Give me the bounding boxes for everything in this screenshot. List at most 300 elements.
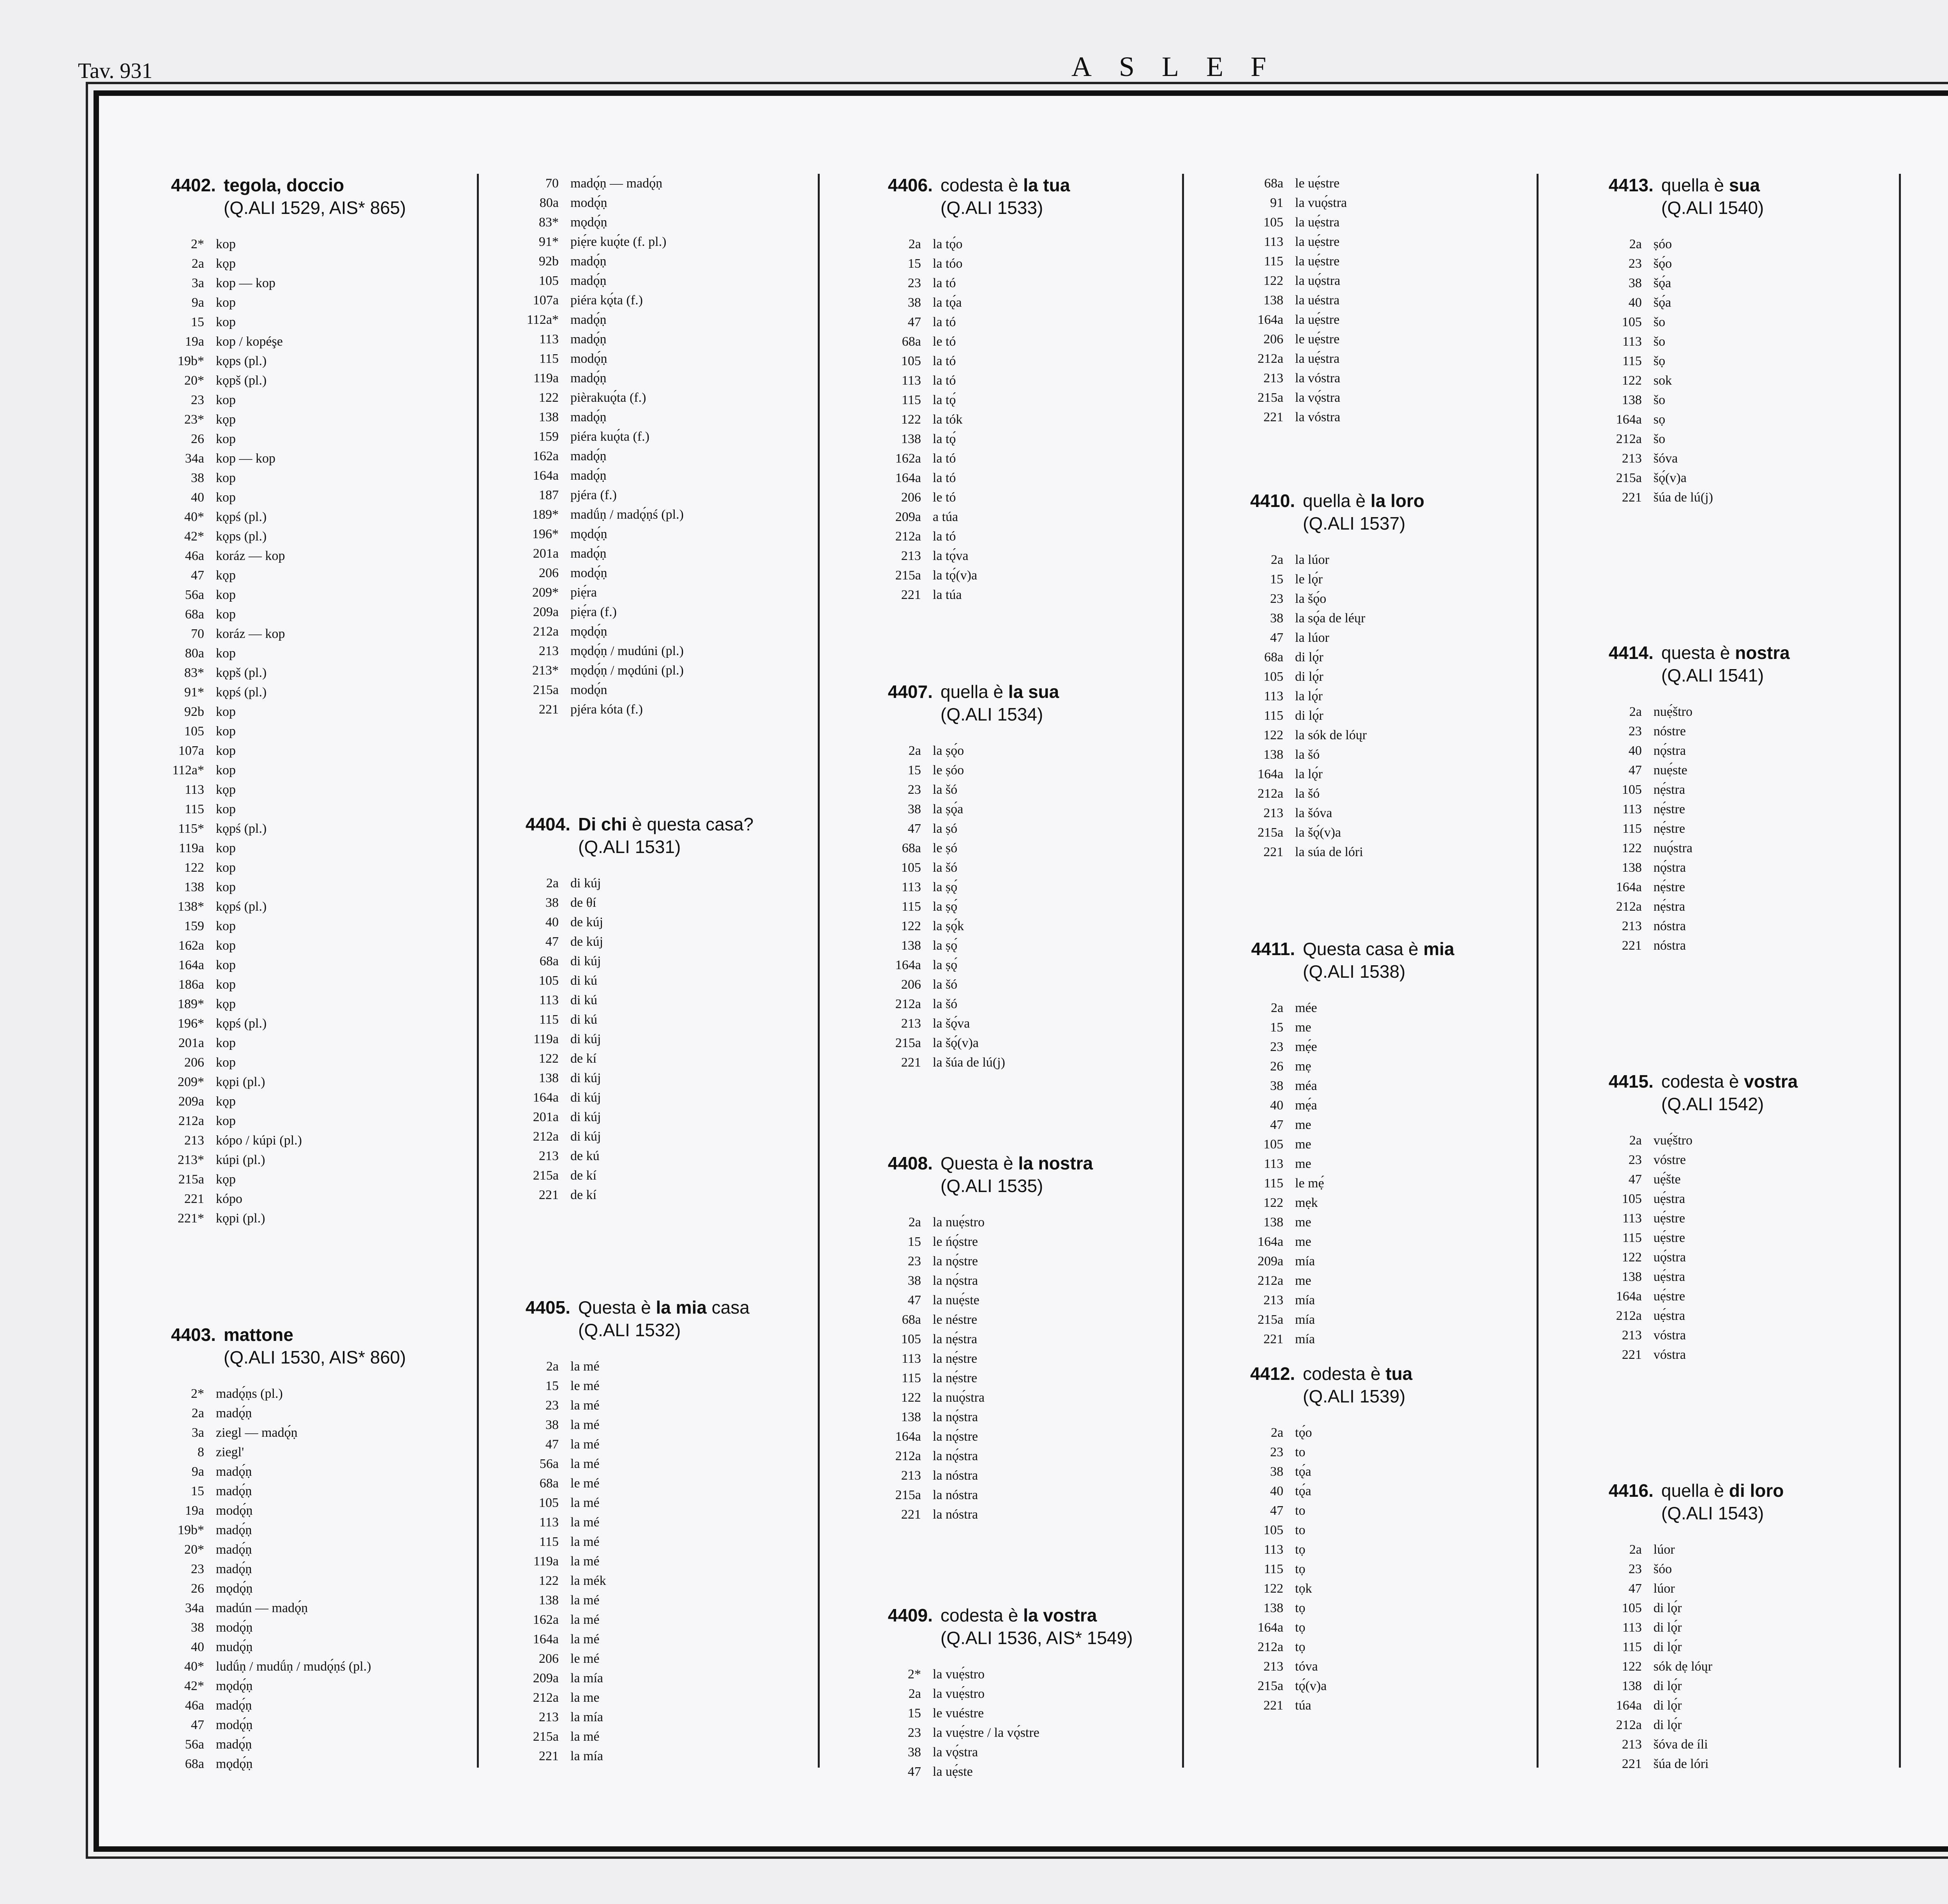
entry-heading	[1595, 174, 1946, 219]
table-row	[1237, 232, 1587, 252]
table-row	[157, 1696, 508, 1715]
dialect-form: to	[1295, 1523, 1306, 1537]
dialect-form: kǫp	[216, 256, 236, 271]
dialect-form: le néstre	[933, 1312, 978, 1327]
dialect-form: la uẹ́stra	[1295, 351, 1340, 366]
survey-point: 212a	[533, 1129, 559, 1144]
survey-point: 105	[1622, 1192, 1642, 1206]
survey-point: 212a	[533, 624, 559, 639]
entry-reference: (Q.ALI 1532)	[578, 1320, 681, 1340]
table-row	[874, 956, 1225, 975]
dialect-form: la tó	[933, 354, 956, 368]
table-row	[1595, 1637, 1946, 1657]
dialect-form: madún — madǫ́ṇ	[216, 1601, 308, 1615]
dialect-form: uẹ́stra	[1653, 1309, 1685, 1323]
table-row	[1595, 780, 1946, 800]
survey-point: 105	[901, 354, 921, 368]
survey-point: 212a	[1257, 1640, 1283, 1654]
survey-point: 105	[539, 1496, 559, 1510]
dialect-form: la tó	[933, 451, 956, 466]
dialect-form: mǫdǫ́ṇ / mǫdúni (pl.)	[570, 663, 684, 678]
survey-point: 215a	[1257, 1312, 1283, 1327]
survey-point: 215a	[533, 1168, 559, 1183]
table-row	[157, 332, 508, 351]
entry-title-text: quella è	[1661, 1480, 1729, 1501]
survey-point: 38	[191, 1620, 204, 1635]
survey-point: 38	[908, 802, 921, 816]
entry-heading	[1595, 1070, 1946, 1115]
entry-keyword: la loro	[1370, 491, 1424, 511]
table-row	[874, 1213, 1225, 1232]
table-row	[157, 1423, 508, 1443]
survey-point: 115	[539, 1012, 559, 1027]
entry-section	[512, 1296, 863, 1766]
dialect-form: la ṣǫ́k	[933, 919, 964, 933]
table-row	[1237, 1291, 1587, 1310]
survey-point: 46a	[185, 549, 204, 563]
dialect-form: di lǫ́r	[1653, 1679, 1682, 1693]
table-row	[874, 1053, 1225, 1072]
dialect-form: šọ	[1653, 354, 1666, 368]
survey-point: 68a	[185, 607, 204, 622]
dialect-form: madǫ́ṇs (pl.)	[216, 1386, 283, 1401]
table-row	[1595, 702, 1946, 722]
table-row	[1237, 1618, 1587, 1637]
survey-point: 122	[901, 919, 921, 933]
dialect-form: la uẹ́stre	[1295, 254, 1340, 268]
table-row	[1237, 842, 1587, 862]
table-row	[1237, 589, 1587, 609]
dialect-form: kop	[216, 705, 236, 719]
survey-point: 105	[1622, 782, 1642, 797]
entry-reference: (Q.ALI 1529, AIS* 865)	[224, 198, 406, 218]
table-row	[1595, 819, 1946, 839]
table-row	[874, 254, 1225, 274]
survey-point: 213	[184, 1133, 204, 1148]
table-row	[1237, 1560, 1587, 1579]
table-row	[1237, 1696, 1587, 1715]
table-row	[874, 858, 1225, 878]
survey-point: 213	[539, 1149, 559, 1163]
dialect-form: nẹ́stre	[1653, 802, 1685, 816]
survey-point: 138	[1622, 393, 1642, 407]
survey-point: 221	[539, 1749, 559, 1763]
dialect-form: kǫpš (pl.)	[216, 666, 267, 680]
survey-point: 162a	[895, 451, 921, 466]
survey-point: 115	[1622, 1640, 1642, 1654]
dialect-form: kǫpś (pl.)	[216, 899, 267, 914]
survey-point: 40	[1629, 295, 1642, 310]
table-row	[1237, 1310, 1587, 1330]
survey-point: 15	[191, 315, 204, 329]
entry-rows	[874, 235, 1225, 605]
entry-reference: (Q.ALI 1531)	[578, 837, 681, 857]
table-row	[1237, 1598, 1587, 1618]
survey-point: 113	[1622, 1620, 1642, 1635]
entry-reference: (Q.ALI 1540)	[1661, 198, 1764, 218]
dialect-form: kop	[216, 880, 236, 894]
table-row	[157, 1189, 508, 1209]
table-row	[874, 897, 1225, 917]
survey-point: 113	[539, 1515, 559, 1530]
dialect-form: la nuǫ́stra	[933, 1390, 985, 1405]
table-row	[1237, 252, 1587, 271]
survey-point: 213	[901, 1016, 921, 1031]
survey-point: 122	[1622, 1250, 1642, 1265]
survey-point: 122	[1622, 1659, 1642, 1674]
survey-point: 215a	[533, 683, 559, 697]
table-row	[512, 1010, 863, 1030]
dialect-form: uẹ́stre	[1653, 1231, 1685, 1245]
survey-point: 113	[1622, 802, 1642, 816]
survey-point: 115	[1264, 254, 1283, 268]
dialect-form: la nǫ́stre	[933, 1429, 978, 1444]
dialect-form: uẹ́stra	[1653, 1270, 1685, 1284]
survey-point: 105	[1263, 669, 1283, 684]
table-row	[1237, 1271, 1587, 1291]
table-row	[512, 1435, 863, 1454]
survey-point: 47	[908, 821, 921, 836]
table-sheet	[99, 96, 1948, 1846]
survey-point: 209a	[533, 605, 559, 619]
dialect-form: šǫ́a	[1653, 295, 1671, 310]
dialect-form: la mé	[570, 1437, 600, 1452]
survey-point: 119a	[179, 841, 204, 855]
survey-point: 221	[901, 588, 921, 602]
table-row	[874, 488, 1225, 507]
table-row	[512, 174, 863, 193]
table-row	[512, 1088, 863, 1107]
survey-point: 138*	[178, 899, 204, 914]
survey-point: 56a	[539, 1457, 559, 1471]
survey-point: 164a	[1257, 1235, 1283, 1249]
dialect-form: kópo	[216, 1192, 242, 1206]
survey-point: 209a	[1257, 1254, 1283, 1268]
table-row	[1237, 1115, 1587, 1135]
dialect-form: la mé	[570, 1515, 600, 1530]
entry-heading	[874, 1604, 1225, 1649]
table-row	[157, 936, 508, 956]
survey-point: 9a	[191, 295, 204, 310]
survey-point: 47	[545, 1437, 559, 1452]
survey-point: 164a	[1616, 880, 1642, 894]
dialect-form: la nóstra	[933, 1468, 978, 1483]
dialect-form: ludǘṇ / mudǘṇ / mudǫ́ṇś (pl.)	[216, 1659, 371, 1674]
dialect-form: la uéstra	[1295, 293, 1340, 307]
survey-point: 38	[545, 1418, 559, 1432]
entry-title	[1661, 641, 1946, 687]
dialect-form: la nǫ́stra	[933, 1410, 978, 1424]
table-row	[512, 1454, 863, 1474]
table-row	[1595, 741, 1946, 761]
survey-point: 38	[1270, 611, 1283, 625]
table-row	[1237, 330, 1587, 349]
table-row	[512, 271, 863, 291]
dialect-form: tọ	[1295, 1542, 1306, 1557]
survey-point: 38	[545, 895, 559, 910]
entry-keyword: vostra	[1744, 1071, 1798, 1092]
table-row	[1237, 998, 1587, 1018]
dialect-form: madǫ́ṇ	[570, 449, 607, 463]
table-row	[512, 1376, 863, 1396]
table-row	[157, 293, 508, 313]
dialect-form: mía	[1295, 1332, 1315, 1346]
survey-point: 221	[901, 1055, 921, 1070]
dialect-form: vuẹ́štro	[1653, 1133, 1693, 1148]
entry-section	[874, 1152, 1225, 1524]
dialect-form: kǫps (pl.)	[216, 529, 267, 544]
entry-title-text: Questa casa è	[1303, 939, 1424, 959]
entry-title	[224, 1323, 508, 1369]
survey-point: 113	[1264, 235, 1283, 249]
survey-point: 92b	[539, 254, 559, 268]
table-row	[157, 1521, 508, 1540]
survey-point: 105	[1622, 1601, 1642, 1615]
survey-point: 138	[1622, 1679, 1642, 1693]
table-row	[512, 1069, 863, 1088]
dialect-form: la vóstra	[1295, 410, 1341, 424]
dialect-form: di lǫ́r	[1653, 1601, 1682, 1615]
dialect-form: la súa de lóri	[1295, 845, 1363, 859]
entry-keyword: mattone	[224, 1325, 293, 1345]
survey-point: 26	[191, 432, 204, 446]
table-row	[874, 1466, 1225, 1485]
survey-point: 15	[191, 1484, 204, 1498]
survey-point: 138	[1263, 747, 1283, 762]
table-row	[512, 1610, 863, 1630]
table-row	[1237, 1423, 1587, 1443]
table-row	[512, 893, 863, 913]
dialect-form: méa	[1295, 1079, 1317, 1093]
survey-point: 23	[191, 1562, 204, 1576]
survey-point: 23	[1270, 1040, 1283, 1054]
table-row	[512, 232, 863, 252]
dialect-form: la vuẹ́stro	[933, 1687, 985, 1701]
survey-point: 3a	[191, 1425, 204, 1440]
survey-point: 92b	[184, 705, 204, 719]
survey-point: 83*	[539, 215, 559, 230]
entry-heading	[1237, 938, 1587, 983]
entry-reference: (Q.ALI 1537)	[1303, 513, 1406, 533]
table-row	[157, 527, 508, 546]
dialect-form: le ṣó	[933, 841, 958, 855]
survey-point: 215a	[895, 1036, 921, 1050]
entry-section	[874, 680, 1225, 1072]
dialect-form: madǫ́ṇ	[216, 1464, 252, 1479]
dialect-form: di lǫ́r	[1653, 1640, 1682, 1654]
survey-point: 138	[539, 410, 559, 424]
survey-point: 80a	[185, 646, 204, 661]
table-row	[874, 566, 1225, 585]
survey-point: 221	[1263, 845, 1283, 859]
survey-point: 105	[1622, 315, 1642, 329]
table-row	[512, 1727, 863, 1747]
dialect-form: ziegl — madǫ́ṇ	[216, 1425, 298, 1440]
entry-keyword: la mia	[656, 1297, 707, 1318]
table-row	[874, 741, 1225, 761]
table-row	[512, 563, 863, 583]
dialect-form: la mé	[570, 1554, 600, 1568]
table-row	[157, 410, 508, 429]
table-row	[512, 1127, 863, 1146]
table-row	[157, 741, 508, 761]
dialect-form: le vuéstre	[933, 1706, 984, 1720]
survey-point: 15	[908, 1706, 921, 1720]
dialect-form: vóstra	[1653, 1328, 1686, 1342]
dialect-form: la tó	[933, 315, 956, 329]
table-row	[874, 1252, 1225, 1271]
survey-point: 115	[1622, 1231, 1642, 1245]
table-row	[157, 683, 508, 702]
survey-point: 47	[1629, 1581, 1642, 1596]
table-row	[512, 486, 863, 505]
table-row	[1237, 1540, 1587, 1560]
survey-point: 105	[539, 973, 559, 988]
survey-point: 212a	[895, 1449, 921, 1463]
table-row	[157, 1735, 508, 1754]
dialect-form: kop	[216, 607, 236, 622]
table-row	[157, 1501, 508, 1521]
dialect-form: kǫpi (pl.)	[216, 1211, 265, 1226]
table-row	[1595, 878, 1946, 897]
table-row	[512, 583, 863, 602]
entry-keyword: la nostra	[1018, 1153, 1093, 1173]
dialect-form: de kí	[570, 1051, 597, 1066]
survey-point: 164a	[895, 958, 921, 972]
table-row	[1237, 349, 1587, 369]
entry-title	[1661, 1070, 1946, 1115]
table-row	[157, 546, 508, 566]
table-row	[1595, 1676, 1946, 1696]
survey-point: 105	[901, 860, 921, 875]
entry-title	[1303, 489, 1587, 535]
survey-point: 68a	[1264, 176, 1283, 191]
survey-point: 2a	[546, 1359, 559, 1374]
table-row	[157, 1598, 508, 1618]
survey-point: 23	[908, 276, 921, 290]
survey-point: 56a	[185, 1737, 204, 1752]
entry-number: 4405.	[525, 1297, 570, 1318]
survey-point: 215a	[895, 1488, 921, 1502]
table-row	[874, 1033, 1225, 1053]
dialect-form: la tǫ́a	[933, 295, 962, 310]
dialect-form: mẹ́e	[1295, 1040, 1317, 1054]
table-row	[157, 1676, 508, 1696]
dialect-form: me	[1295, 1235, 1311, 1249]
survey-point: 23	[1629, 1153, 1642, 1167]
dialect-form: tọk	[1295, 1581, 1312, 1596]
entry-title	[1303, 938, 1587, 983]
survey-point: 213	[539, 644, 559, 658]
table-row	[1237, 648, 1587, 667]
survey-point: 213*	[532, 663, 559, 678]
survey-point: 215a	[1257, 1679, 1283, 1693]
survey-point: 213	[1622, 919, 1642, 933]
table-row	[1595, 235, 1946, 254]
survey-point: 162a	[178, 938, 204, 953]
dialect-form: kǫp	[216, 568, 236, 583]
survey-point: 23*	[184, 412, 204, 427]
survey-point: 113	[1264, 1157, 1283, 1171]
table-row	[874, 1291, 1225, 1310]
survey-point: 213	[901, 549, 921, 563]
table-row	[1595, 1326, 1946, 1345]
survey-point: 115	[1264, 1562, 1283, 1576]
dialect-form: la šó	[933, 860, 958, 875]
table-row	[1237, 550, 1587, 570]
survey-point: 221	[1622, 490, 1642, 505]
table-row	[1237, 1521, 1587, 1540]
dialect-form: me	[1295, 1118, 1311, 1132]
dialect-form: tọ	[1295, 1562, 1306, 1576]
table-row	[1237, 1637, 1587, 1657]
survey-point: 221	[1622, 938, 1642, 953]
survey-point: 138	[901, 938, 921, 953]
table-row	[1237, 271, 1587, 291]
dialect-form: le tó	[933, 490, 956, 505]
table-row	[157, 624, 508, 644]
table-row	[874, 507, 1225, 527]
survey-point: 68a	[902, 334, 921, 349]
table-row	[157, 722, 508, 741]
entry-title-text: quella è	[1303, 491, 1371, 511]
entry-keyword: Di chi	[578, 814, 627, 834]
table-row	[1595, 1189, 1946, 1209]
survey-point: 138	[1263, 1215, 1283, 1229]
dialect-form: nẹ́stra	[1653, 782, 1685, 797]
survey-point: 15	[908, 1235, 921, 1249]
dialect-form: le mé	[570, 1651, 600, 1666]
table-row	[512, 447, 863, 466]
survey-point: 119a	[533, 371, 559, 385]
survey-point: 221	[539, 1188, 559, 1202]
survey-point: 122	[184, 860, 204, 875]
table-row	[1595, 1170, 1946, 1189]
table-row	[1237, 687, 1587, 706]
survey-point: 80a	[539, 196, 559, 210]
table-row	[157, 780, 508, 800]
survey-point: 113	[1622, 334, 1642, 349]
survey-point: 40*	[184, 510, 204, 524]
entry-number: 4407.	[888, 682, 933, 702]
survey-point: 113	[902, 880, 921, 894]
survey-point: 164a	[1616, 1289, 1642, 1303]
survey-point: 2a	[1629, 1542, 1642, 1557]
dialect-form: kop	[216, 393, 236, 407]
table-row	[512, 252, 863, 271]
entry-title	[1661, 174, 1946, 219]
survey-point: 105	[539, 274, 559, 288]
table-row	[157, 507, 508, 527]
dialect-form: la šúa de lú(j)	[933, 1055, 1005, 1070]
survey-point: 212a	[1257, 1273, 1283, 1288]
dialect-form: sọ	[1653, 412, 1666, 427]
survey-point: 206	[901, 977, 921, 992]
plate-number: Tav. 931	[78, 59, 153, 83]
dialect-form: mẹ́a	[1295, 1098, 1317, 1113]
survey-point: 23	[908, 1254, 921, 1268]
dialect-form: di lǫ́r	[1295, 650, 1323, 664]
entry-number: 4410.	[1250, 491, 1295, 511]
table-row	[874, 274, 1225, 293]
dialect-form: la tǫ́	[933, 393, 956, 407]
table-row	[157, 702, 508, 722]
survey-point: 122	[1263, 1196, 1283, 1210]
table-row	[1237, 291, 1587, 310]
survey-point: 113	[902, 1351, 921, 1366]
survey-point: 2a	[191, 256, 204, 271]
table-row	[1595, 1267, 1946, 1287]
